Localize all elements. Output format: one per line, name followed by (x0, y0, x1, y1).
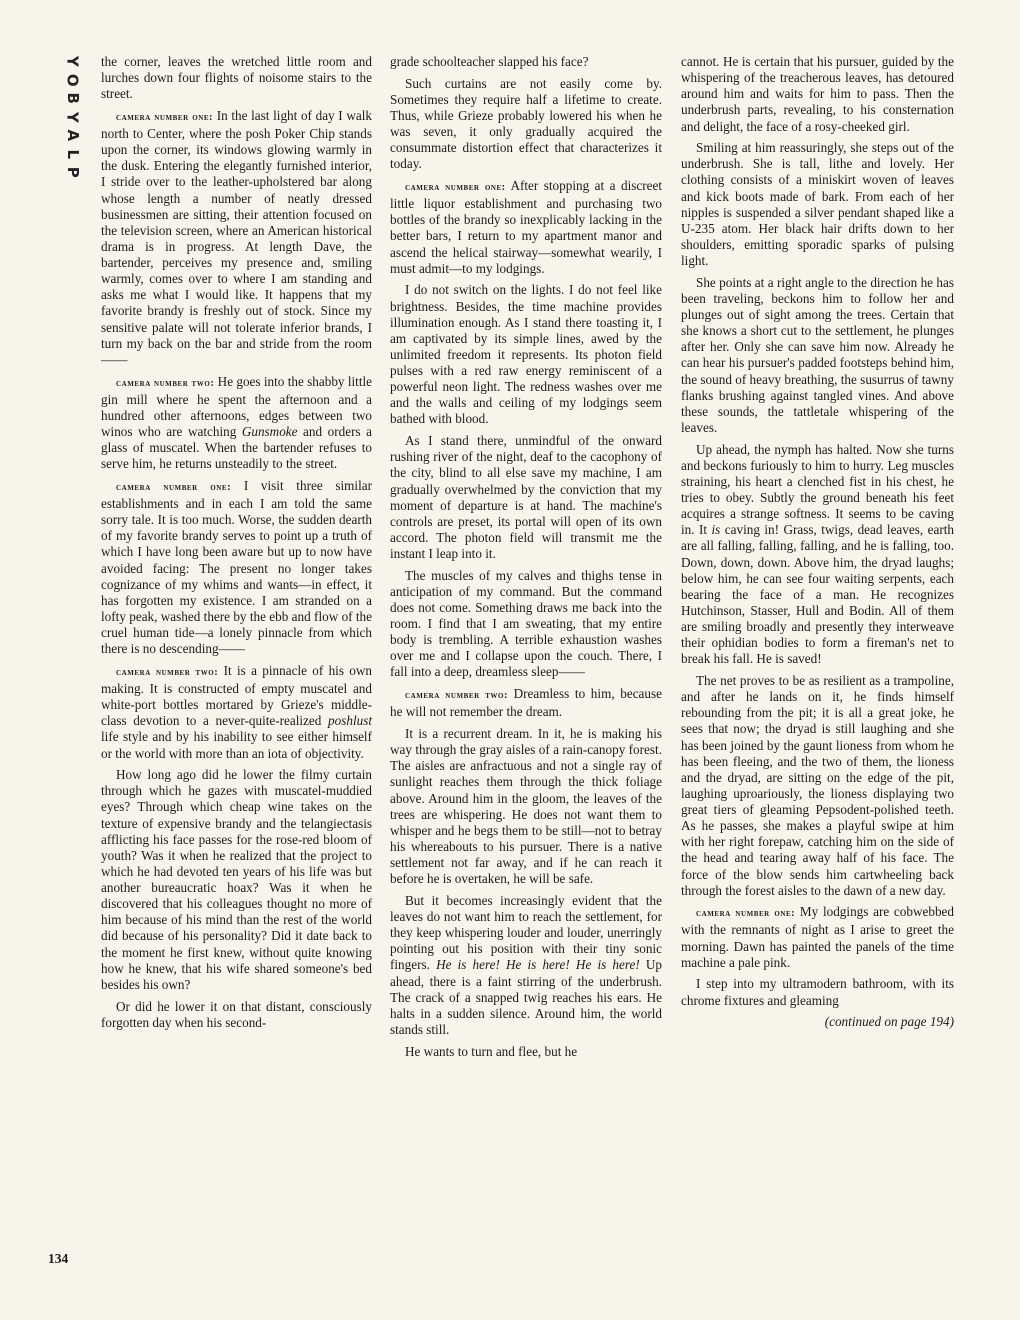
paragraph (390, 893, 662, 1038)
text-run: Smiling at him reassuringly, she steps out of the underbrush. She is tall, lithe and lovely. Her clothing consists of a miniskirt woven of leaves and kick boots made of bark. From each of her nipples is suspended a silver pendant shaped like a U-235 atom. Her black hair drifts down to her shoulders, emitting sporadic sparks of pulsing light. (681, 140, 954, 269)
paragraph (681, 976, 954, 1008)
masthead-letter: B (63, 92, 82, 104)
text-run: the corner, leaves the wretched little room and lurches down four flights of noisome stairs to the street. (101, 54, 372, 102)
text-run: It is a recurrent dream. In it, he is making his way through the gray aisles of a rain-canopy forest. The aisles are anfractuous and not a single ray of sunlight reaches them through the thick foliage above. Around him in the gloom, the leaves of the trees are whispering. He does not want them to whisper and he begs them to be still—not to betray his whereabouts to his pursuer. There is a native settlement not far away, and if he can reach it before he is overtaken, he will be safe. (390, 726, 662, 887)
text-column-3 (681, 54, 954, 1036)
paragraph (390, 686, 662, 720)
camera-label: camera number two: (116, 666, 219, 678)
text-run: The net proves to be as resilient as a trampoline, and after he lands on it, he finds himself rebounding from the pit; it is all a great joke, he sees that now; the dryad is still laughing and she has been joined by the gaunt lioness from whom he has been fleeing, and the two of them, the lioness and the dryad, are sitting on the edge of the pit, laughing uproariously, the lioness displaying two great tiers of gleaming Pepsodent-polished teeth. As he passes, she makes a playful swipe at him with her right forepaw, catching him on the side of the head and tearing away half of his face. The force of the blow sends him cartwheeling back through the forest aisles to the dawn of a new day. (681, 673, 954, 898)
camera-label: camera number one: (116, 481, 232, 493)
text-run: Dreamless to him, because he will not remember the dream. (390, 686, 662, 720)
text-run: The muscles of my calves and thighs tense in anticipation of my command. But the command does not come. Something draws me back into the room. I find that I am sweating, that my entire body is trembling. A terrible exhaustion washes over me and I collapse upon the couch. There, I fall into a deep, dreamless sleep—— (390, 567, 662, 680)
text-run: He wants to turn and flee, but he (405, 1043, 578, 1059)
paragraph (101, 767, 372, 993)
text-run: My lodgings are cobwebbed with the remnants of night as I arise to greet the morning. Dawn has painted the panels of the time machine a pale pink. (681, 904, 954, 970)
text-run: (continued on page 194) (824, 1014, 954, 1030)
masthead-letter: Y (63, 111, 82, 123)
paragraph (681, 140, 954, 269)
text-run: She points at a right angle to the direction he has been traveling, beckons him to follow her and plunges out of sight among the trees. Certain that she knows a short cut to the settlement, he plunges after her. Only she can save him now. Already he can hear his pursuer's padded footsteps behind him, the sound of heavy breathing, the susurrus of tawny flanks brushing against tangled vines. And above these sounds, the tattletale whispering of the leaves. (681, 274, 954, 435)
camera-label: camera number one: (116, 111, 214, 123)
continued-note (681, 1014, 954, 1030)
paragraph (101, 374, 372, 473)
text-run: grade schoolteacher slapped his face? (390, 54, 589, 69)
text-column-1 (101, 54, 372, 1036)
text-run: Or did he lower it on that distant, consciously forgotten day when his second- (101, 998, 372, 1030)
italic-text: He is here! He is here! He is here! (436, 957, 640, 973)
paragraph (681, 54, 954, 135)
text-run: and orders a glass of muscatel. When the bartender refuses to serve him, he returns unsteadily to the street. (101, 423, 372, 472)
camera-label: camera number one: (405, 182, 506, 194)
paragraph (681, 275, 954, 436)
italic-text: poshlust (328, 713, 372, 729)
text-run: Up ahead, there is a faint stirring of the underbrush. The crack of a snapped twig reaches his ears. He halts in a sudden silence. Around him, the world stands still. (390, 957, 662, 1037)
paragraph (390, 54, 662, 70)
paragraph (681, 904, 954, 971)
paragraph (390, 282, 662, 427)
paragraph (681, 442, 954, 668)
text-run: As I stand there, unmindful of the onward rushing river of the night, deaf to the cacophony of the city, blind to all else save my machine, I am gradually overwhelmed by the conviction that my moment of departure is at hand. The machine's controls are preset, its portal will open of its own accord. The photon field will transmit me the instant I leap into it. (390, 433, 662, 561)
paragraph (390, 726, 662, 887)
camera-label: camera number two: (405, 690, 508, 702)
text-column-2 (390, 54, 662, 1065)
paragraph (101, 478, 372, 657)
paragraph (101, 999, 372, 1031)
paragraph (101, 108, 372, 368)
masthead-letter: Y (63, 55, 82, 67)
italic-text: Gunsmoke (241, 423, 298, 439)
text-run: Up ahead, the nymph has halted. Now she turns and beckons furiously to him to hurry. Leg muscles straining, his heart a clenched fist in his chest, he tries to obey. Subtly the ground beneath his feet acquires a strange softness. It seems to be caving in. It (681, 441, 954, 538)
italic-text: is (711, 522, 721, 538)
text-run: caving in! Grass, twigs, dead leaves, earth are all falling, falling, falling, and he is falling, too. Down, down, down. Above him, the dryad laughs; below him, he can see four waiting serpents, each bearing the face of a man. He recognizes Hutchinson, Stasser, Hull and Bodin. All of them are smiling broadly and presently they interweave their ophidian bodies to form a fireman's net to break his fall. He is saved! (681, 522, 954, 667)
masthead-letter: O (63, 73, 82, 87)
text-run: How long ago did he lower the filmy curtain through which he gazes with muscatel-muddied eyes? Through which cheap wine takes on the texture of expensive brandy and the telangiectasis afflicting his face passes for the rose-red bloom of youth? Was it when he realized that the project to which he had devoted ten years of his life was but another bureaucratic hoax? Was it when he discovered that his colleagues thought no more of him because of his mind than the rest of the world did because of his personality? Did it date back to the moment he first knew, without quite knowing how he knew, that his wife shared someone's bed besides his own? (101, 767, 372, 992)
paragraph (390, 76, 662, 173)
text-run: But it becomes increasingly evident that the leaves do not want him to reach the settlement, for they keep whispering louder and louder, unerringly pointing out his position with their tiny sonic fingers. (390, 892, 662, 973)
paragraph (390, 178, 662, 277)
masthead-letter: L (63, 148, 82, 159)
text-run: life style and by his inability to see either himself or the world with more than an iota of objectivity. (101, 729, 372, 761)
paragraph (390, 1044, 662, 1060)
paragraph (101, 663, 372, 762)
page-number: 134 (48, 1251, 69, 1266)
text-run: cannot. He is certain that his pursuer, guided by the whispering of the treacherous leaves, has detoured around him and waits for him to pass. Then the underbrush parts, revealing, to his consternation and delight, the face of a rosy-cheeked girl. (681, 54, 954, 134)
text-run: He goes into the shabby little gin mill where he spent the afternoon and a hundred other afternoons, edges between two winos who are watching (101, 373, 372, 439)
text-run: In the last light of day I walk north to Center, where the posh Poker Chip stands upon the corner, its windows glowing warmly in the dusk. Entering the elegantly furnished interior, I stride over to the leather-upholstered bar along whose length a number of neatly dressed businessmen are sitting, their attention focused on the television screen, where an American historical drama is in progress. At length Dave, the bartender, perceives my presence and, smiling warmly, comes over to where I am standing and asks me what I would like. It happens that my favorite brandy is freshly out of stock. Since my sensitive palate will not tolerate inferior brands, I turn my back on the bar and stride from the room—— (101, 107, 372, 367)
text-run: I do not switch on the lights. I do not feel like brightness. Besides, the time machine provides illumination enough. As I stand there toasting it, I am captivated by its simple lines, awed by the unlimited freedom it represents. Its photon field pulses with a red raw energy reminiscent of a powerful neon light. The redness washes over me and the walls and ceiling of my lodgings seem bathed with blood. (390, 282, 662, 427)
magazine-masthead (63, 52, 82, 182)
text-run: I step into my ultramodern bathroom, with its chrome fixtures and gleaming (681, 976, 954, 1008)
paragraph (390, 568, 662, 681)
text-run: After stopping at a discreet little liquor establishment and purchasing two bottles of the brandy so inexplicably lacking in the better bars, I return to my apartment manor and ascend the helical stairway—somewhat wearily, I must admit—to my lodgings. (390, 178, 662, 276)
masthead-letter: P (63, 166, 82, 178)
camera-label: camera number one: (696, 908, 796, 920)
text-run: It is a pinnacle of his own making. It is constructed of empty muscatel and white-port bottles mortared by Grieze's middle-class devotion to a never-quite-realized (101, 662, 372, 729)
paragraph (390, 433, 662, 562)
camera-label: camera number two: (116, 377, 215, 389)
text-run: Such curtains are not easily come by. Sometimes they require half a lifetime to create. Thus, while Grieze probably lowered his when he was seven, it only gradually acquired the consummate distortion effect that characterizes it today. (390, 75, 662, 172)
text-run: I visit three similar establishments and in each I am told the same sorry tale. It is too much. Worse, the sudden dearth of my favorite brandy serves to point up a truth of which I have long been aware but up to now have avoided facing: The present no longer takes cognizance of my whims and wants—in effect, it has forgotten my existence. I am stranded on a lofty peak, washed there by the ebb and flow of the cruel human tide—a lonely pinnacle from which there is no descending—— (101, 477, 372, 657)
masthead-letter: A (63, 129, 82, 142)
paragraph (101, 54, 372, 102)
paragraph (681, 673, 954, 899)
